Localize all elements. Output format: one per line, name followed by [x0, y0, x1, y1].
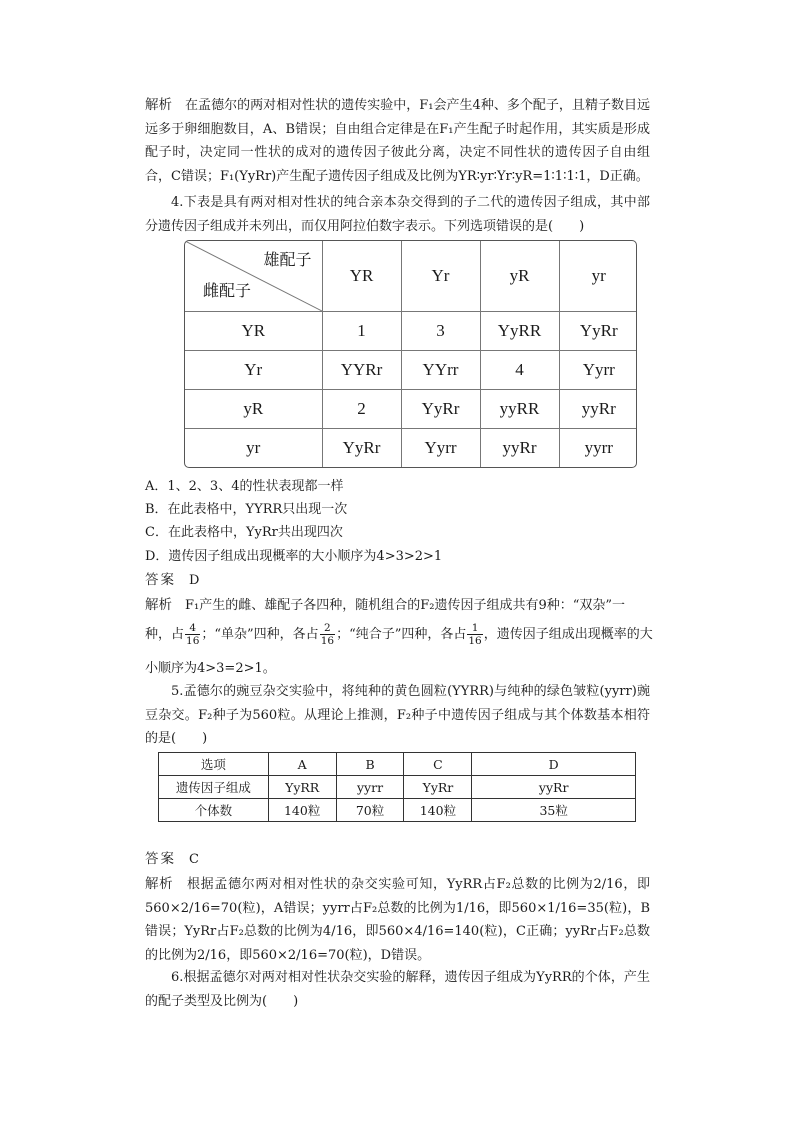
q4-answer-line [145, 571, 199, 590]
table-cell: 2 [322, 389, 401, 428]
table-row [185, 311, 637, 350]
row-header: Yr [185, 350, 322, 389]
col-header: Yr [401, 241, 480, 311]
table-cell: 70粒 [336, 799, 404, 822]
table-cell: yyRR [480, 389, 559, 428]
analysis-label: 解析 [145, 97, 173, 112]
q5-answer-value: C [189, 852, 199, 867]
table-cell: 遗传因子组成 [159, 776, 269, 799]
table-row [159, 753, 636, 776]
table-cell: 35粒 [472, 799, 636, 822]
table-row [185, 350, 637, 389]
q3-analysis-text: 在孟德尔的两对相对性状的遗传实验中，F₁会产生4种、多个配子，且精子数目远远多于卵细胞数目，A、B错误；自由组合定律是在F₁产生配子时起作用，其实质是形成配子时，决定同一性状的成对的遗传因子彼此分离，决定不同性状的遗传因子自由组合，C错误；F₁(YyRr)产生配子遗传因子组成及比例为YR∶yr∶Yr∶yR=1∶1∶1∶1，D正确。 [145, 98, 650, 184]
table-cell: YyRr [404, 776, 472, 799]
q4-analysis-line-2 [145, 622, 653, 647]
table-cell: Yyrr [401, 429, 480, 467]
table-cell: 4 [480, 350, 559, 389]
q4-option-c: C．在此表格中，YyRr共出现四次 [145, 525, 343, 540]
fraction-1-16 [467, 622, 482, 647]
q4-analysis-line-3: 小顺序为4>3=2>1。 [145, 661, 276, 676]
table-cell: yyrr [559, 429, 637, 467]
fraction-numerator: 1 [467, 622, 482, 635]
col-header: yR [480, 241, 559, 311]
table-cell: 选项 [159, 753, 269, 776]
row-header: yR [185, 389, 322, 428]
q4-stem: 4.下表是具有两对相对性状的纯合亲本杂交得到的子二代的遗传因子组成，其中部分遗传因子组成并未列出，而仅用阿拉伯数字表示。下列选项错误的是( ) [145, 195, 650, 234]
table-cell: Yyrr [559, 350, 637, 389]
corner-label-male: 雄配子 [263, 252, 312, 269]
fraction-numerator: 4 [185, 622, 200, 635]
table-cell: YyRR [268, 776, 336, 799]
q4-analysis-text-2b: ；“单杂”四种，各占 [201, 627, 319, 642]
table-row [159, 799, 636, 822]
q6-stem: 6.根据孟德尔对两对相对性状杂交实验的解释，遗传因子组成为YyRR的个体，产生的配子类型及比例为( ) [145, 970, 650, 1009]
table-row [185, 389, 637, 428]
table-cell: yyRr [559, 389, 637, 428]
q4-analysis-text-1: F₁产生的雌、雄配子各四种，随机组合的F₂遗传因子组成共有9种：“双杂”一 [185, 598, 626, 613]
q4-analysis-line-1 [145, 596, 625, 615]
q5-stem: 5.孟德尔的豌豆杂交实验中，将纯种的黄色圆粒(YYRR)与纯种的绿色皱粒(yyrr)豌豆杂交。F₂种子为560粒。从理论上推测，F₂种子中遗传因子组成与其个体数基本相符的是( ) [145, 684, 650, 746]
q4-analysis-text-2c: ；“纯合子”四种，各占 [336, 627, 467, 642]
col-header: YR [322, 241, 401, 311]
fraction-denominator: 16 [186, 635, 200, 647]
q4-analysis-text-2a: 种，占 [145, 627, 185, 642]
q5-options-table [158, 752, 636, 822]
analysis-label: 解析 [145, 597, 172, 612]
table-cell: YyRr [322, 429, 401, 467]
table-cell: yyrr [336, 776, 404, 799]
table-cell: YYrr [401, 350, 480, 389]
table-cell: 140粒 [268, 799, 336, 822]
table-row [159, 776, 636, 799]
q3-analysis-paragraph [145, 93, 650, 188]
q5-answer-line [145, 850, 199, 869]
table-cell: C [404, 753, 472, 776]
table-cell: YYRr [322, 350, 401, 389]
q4-option-d: D．遗传因子组成出现概率的大小顺序为4>3>2>1 [145, 549, 443, 564]
corner-label-female: 雌配子 [203, 282, 252, 300]
q4-option-a: A．1、2、3、4的性状表现都一样 [145, 479, 344, 494]
table-cell: D [472, 753, 636, 776]
q4-analysis-text-2d: ，遗传因子组成出现概率的大 [483, 627, 653, 642]
table-cell: 140粒 [404, 799, 472, 822]
fraction-4-16 [185, 622, 200, 647]
table-cell: 1 [322, 311, 401, 350]
fraction-2-16 [320, 622, 335, 647]
table-cell: YyRR [480, 311, 559, 350]
table-cell: 3 [401, 311, 480, 350]
table-corner-cell [185, 241, 322, 311]
table-cell: A [268, 753, 336, 776]
table-row [185, 429, 637, 467]
answer-label: 答案 [145, 572, 176, 587]
row-header: yr [185, 429, 322, 467]
table-cell: 个体数 [159, 799, 269, 822]
analysis-label: 解析 [145, 876, 174, 891]
q4-gamete-table [184, 240, 637, 468]
table-cell: yyRr [472, 776, 636, 799]
row-header: YR [185, 311, 322, 350]
fraction-denominator: 16 [468, 635, 482, 647]
table-cell: YyRr [559, 311, 637, 350]
col-header: yr [559, 241, 637, 311]
table-cell: YyRr [401, 389, 480, 428]
fraction-denominator: 16 [320, 635, 335, 647]
answer-label: 答案 [145, 851, 176, 866]
table-cell: B [336, 753, 404, 776]
q5-analysis-text: 根据孟德尔两对相对性状的杂交实验可知，YyRR占F₂总数的比例为2/16，即560×2/16=70(粒)，A错误；yyrr占F₂总数的比例为1/16，即560×1/16=35(粒)，B错误；YyRr占F₂总数的比例为4/16，即560×4/16=140(粒)，C正确；yyRr占F₂总数的比例为2/16，即560×2/16=70(粒)，D错误。 [145, 877, 650, 963]
q4-answer-value: D [189, 573, 200, 588]
q5-analysis-paragraph [145, 872, 650, 967]
table-cell: yyRr [480, 429, 559, 467]
fraction-numerator: 2 [320, 622, 335, 635]
q4-option-b: B．在此表格中，YYRR只出现一次 [145, 502, 348, 517]
